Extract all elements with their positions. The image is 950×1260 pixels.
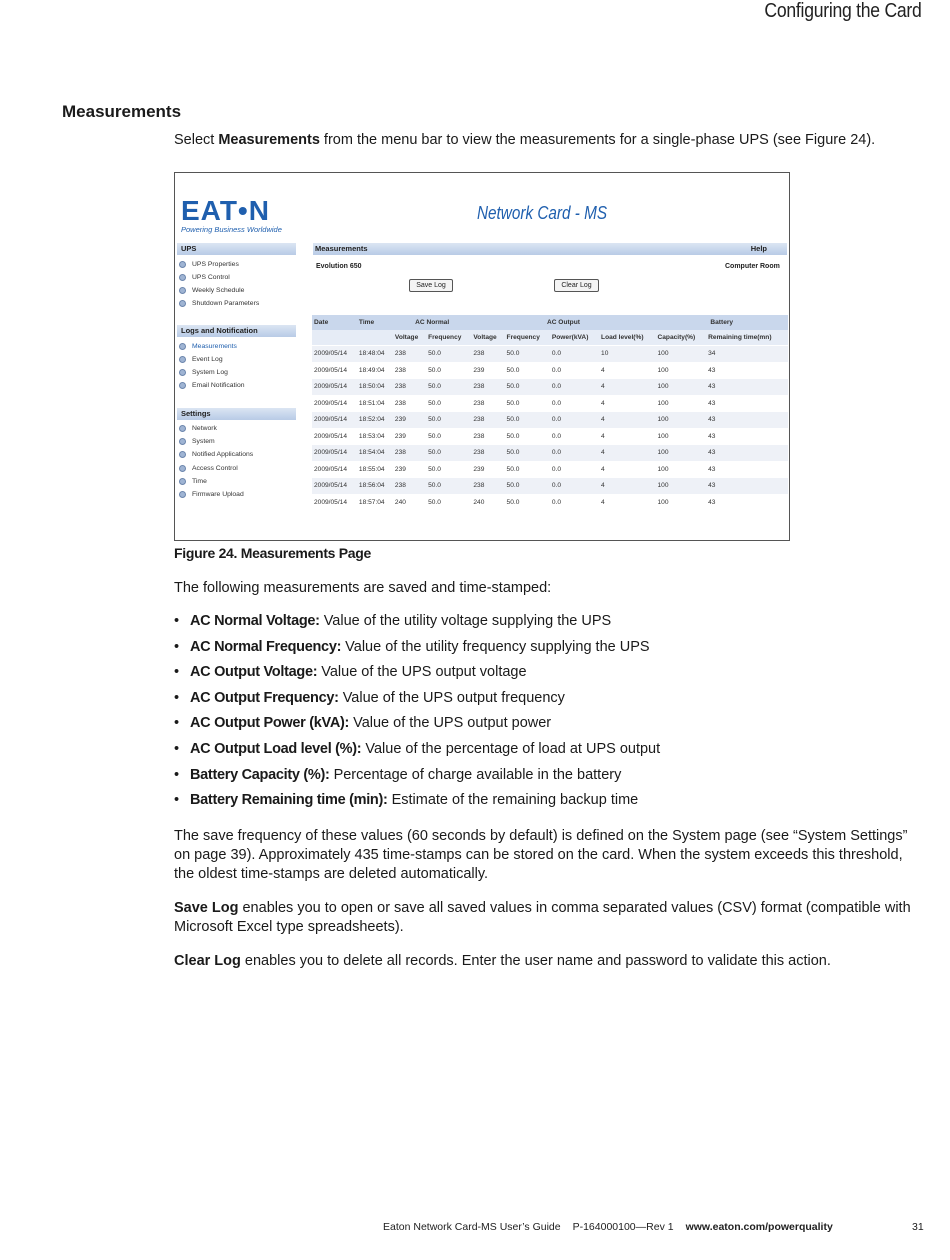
- table-cell: 50.0: [505, 461, 550, 478]
- list-item-term: AC Output Load level (%):: [190, 740, 362, 757]
- col-battery: Battery: [655, 315, 788, 330]
- sidebar-item-label: Weekly Schedule: [192, 287, 245, 294]
- sidebar-item-ups-properties[interactable]: [179, 260, 239, 269]
- bullet-icon: [179, 382, 186, 389]
- bullet-icon: [179, 300, 186, 307]
- table-cell: 239: [393, 461, 426, 478]
- table-cell: 4: [599, 379, 655, 396]
- table-cell: 4: [599, 445, 655, 462]
- table-cell: 2009/05/14: [312, 362, 357, 379]
- table-cell: 4: [599, 461, 655, 478]
- table-cell: 50.0: [426, 412, 471, 429]
- table-cell: 2009/05/14: [312, 346, 357, 363]
- bullet-icon: [179, 274, 186, 281]
- table-cell: 238: [471, 412, 504, 429]
- clear-log-button[interactable]: Clear Log: [554, 279, 599, 292]
- sidebar-item-system-log[interactable]: [179, 368, 228, 377]
- table-cell: 238: [471, 379, 504, 396]
- table-cell: 100: [655, 412, 706, 429]
- list-item-term: AC Output Voltage:: [190, 664, 318, 681]
- help-link[interactable]: Help: [750, 244, 767, 253]
- table-row: [312, 428, 788, 445]
- clear-log-paragraph: [174, 952, 926, 971]
- table-row: [312, 362, 788, 379]
- table-cell: 34: [706, 346, 788, 363]
- table-cell: 50.0: [505, 346, 550, 363]
- list-item-text: Value of the utility frequency supplying the UPS: [341, 638, 650, 655]
- lead-in-paragraph: The following measurements are saved and time-stamped:: [174, 580, 552, 596]
- table-cell: 50.0: [426, 346, 471, 363]
- table-cell: 43: [706, 494, 788, 510]
- table-cell: 43: [706, 395, 788, 412]
- col-load-level: Load level(%): [599, 330, 655, 346]
- app-title: Network Card - MS: [477, 203, 608, 223]
- table-cell: 238: [393, 445, 426, 462]
- table-row: [312, 346, 788, 363]
- sidebar-item-label: Network: [192, 425, 217, 432]
- table-cell: 239: [471, 461, 504, 478]
- table-row: [312, 412, 788, 429]
- table-cell: 4: [599, 395, 655, 412]
- table-cell: 2009/05/14: [312, 379, 357, 396]
- table-cell: 238: [471, 346, 504, 363]
- table-cell: 50.0: [505, 428, 550, 445]
- sidebar-item-label: UPS Properties: [192, 261, 239, 268]
- table-cell: 100: [655, 346, 706, 363]
- list-item-term: AC Output Frequency:: [190, 689, 339, 706]
- table-cell: 0.0: [550, 461, 599, 478]
- col-blank: [357, 330, 393, 346]
- table-cell: 2009/05/14: [312, 395, 357, 412]
- save-log-term: Save Log: [174, 900, 239, 916]
- table-cell: 18:56:04: [357, 478, 393, 495]
- sidebar-item-label: Email Notification: [192, 382, 245, 389]
- col-output-power: Power(kVA): [550, 330, 599, 346]
- table-cell: 2009/05/14: [312, 478, 357, 495]
- table-cell: 240: [471, 494, 504, 510]
- bullet-icon: [179, 343, 186, 350]
- table-cell: 18:53:04: [357, 428, 393, 445]
- table-cell: 18:55:04: [357, 461, 393, 478]
- table-cell: 43: [706, 461, 788, 478]
- logo-text: EAT•N: [181, 195, 270, 226]
- table-cell: 100: [655, 461, 706, 478]
- table-cell: 43: [706, 412, 788, 429]
- table-cell: 0.0: [550, 445, 599, 462]
- sidebar-heading-ups: UPS: [177, 243, 296, 255]
- main-title: Measurements: [315, 244, 368, 253]
- table-cell: 18:57:04: [357, 494, 393, 510]
- table-cell: 238: [393, 379, 426, 396]
- measurements-screenshot: [174, 172, 790, 541]
- save-log-button[interactable]: Save Log: [409, 279, 453, 292]
- footer-guide: Eaton Network Card-MS User’s Guide: [383, 1221, 561, 1233]
- bullet-icon: [179, 261, 186, 268]
- bullet-icon: [179, 491, 186, 498]
- table-cell: 238: [393, 346, 426, 363]
- list-item: [174, 740, 926, 766]
- page-number: 31: [912, 1221, 924, 1233]
- col-time: Time: [357, 315, 393, 330]
- intro-bold: Measurements: [218, 132, 320, 148]
- running-header: Configuring the Card: [764, 0, 922, 22]
- list-item: [174, 663, 926, 689]
- list-item-term: Battery Remaining time (min):: [190, 792, 388, 809]
- table-cell: 239: [393, 428, 426, 445]
- table-cell: 2009/05/14: [312, 412, 357, 429]
- table-cell: 4: [599, 428, 655, 445]
- measurement-list: [174, 612, 926, 817]
- table-cell: 43: [706, 362, 788, 379]
- table-cell: 100: [655, 428, 706, 445]
- table-row: [312, 395, 788, 412]
- table-cell: 0.0: [550, 478, 599, 495]
- sidebar-item-access-control[interactable]: [179, 464, 238, 473]
- list-item: [174, 791, 926, 817]
- list-item-text: Value of the utility voltage supplying the UPS: [319, 613, 612, 629]
- col-ac-output: AC Output: [471, 315, 655, 330]
- table-cell: 100: [655, 395, 706, 412]
- sidebar-item-label: Event Log: [192, 356, 223, 363]
- bullet-icon: [179, 465, 186, 472]
- table-cell: 18:50:04: [357, 379, 393, 396]
- list-item-term: Battery Capacity (%):: [190, 766, 330, 783]
- table-cell: 2009/05/14: [312, 428, 357, 445]
- table-cell: 239: [393, 412, 426, 429]
- bullet-icon: [179, 369, 186, 376]
- table-cell: 4: [599, 478, 655, 495]
- table-row: [312, 379, 788, 396]
- device-name: Evolution 650: [316, 263, 362, 270]
- col-output-voltage: Voltage: [471, 330, 504, 346]
- table-cell: 50.0: [426, 461, 471, 478]
- table-cell: 50.0: [426, 494, 471, 510]
- table-cell: 240: [393, 494, 426, 510]
- col-blank: [312, 330, 357, 346]
- sidebar-item-email-notification[interactable]: [179, 381, 245, 390]
- table-cell: 43: [706, 478, 788, 495]
- intro-prefix: Select: [174, 132, 219, 148]
- col-capacity: Capacity(%): [655, 330, 706, 346]
- sidebar-item-shutdown-parameters[interactable]: [179, 299, 259, 308]
- table-cell: 18:49:04: [357, 362, 393, 379]
- sidebar-item-label: Notified Applications: [192, 451, 254, 458]
- sidebar-item-ups-control[interactable]: [179, 273, 230, 282]
- list-item: [174, 689, 926, 715]
- list-item: [174, 766, 926, 792]
- table-cell: 2009/05/14: [312, 461, 357, 478]
- table-cell: 0.0: [550, 412, 599, 429]
- table-cell: 100: [655, 362, 706, 379]
- page-footer: [383, 1221, 833, 1233]
- table-cell: 100: [655, 445, 706, 462]
- table-cell: 0.0: [550, 428, 599, 445]
- list-item: [174, 638, 926, 664]
- save-log-text: enables you to open or save all saved values in comma separated values (CSV) format (compatible with Microsoft Excel type spreadsheets).: [174, 900, 911, 935]
- table-cell: 100: [655, 478, 706, 495]
- table-cell: 50.0: [426, 379, 471, 396]
- sidebar-item-label: System: [192, 438, 215, 445]
- clear-log-text: enables you to delete all records. Enter the user name and password to validate this action.: [240, 953, 831, 969]
- table-cell: 10: [599, 346, 655, 363]
- table-row: [312, 461, 788, 478]
- table-cell: 2009/05/14: [312, 445, 357, 462]
- table-row: [312, 445, 788, 462]
- measurements-table-body: [312, 346, 788, 511]
- sidebar-item-system[interactable]: [179, 437, 215, 446]
- col-date: Date: [312, 315, 357, 330]
- sidebar-heading-logs: Logs and Notification: [177, 325, 296, 337]
- col-ac-normal: AC Normal: [393, 315, 471, 330]
- table-cell: 238: [471, 428, 504, 445]
- col-remaining-time: Remaining time(mn): [706, 330, 788, 346]
- table-cell: 0.0: [550, 346, 599, 363]
- table-cell: 0.0: [550, 494, 599, 510]
- list-item: [174, 612, 926, 638]
- list-item-text: Value of the UPS output voltage: [317, 664, 527, 681]
- table-cell: 0.0: [550, 379, 599, 396]
- table-cell: 2009/05/14: [312, 494, 357, 510]
- table-cell: 239: [471, 362, 504, 379]
- table-cell: 18:51:04: [357, 395, 393, 412]
- footer-part: P-164000100—Rev 1: [572, 1221, 674, 1233]
- table-cell: 50.0: [505, 395, 550, 412]
- table-row: [312, 494, 788, 510]
- logo-tagline: Powering Business Worldwide: [181, 225, 282, 234]
- table-cell: 50.0: [426, 445, 471, 462]
- table-cell: 50.0: [426, 395, 471, 412]
- table-cell: 50.0: [426, 428, 471, 445]
- table-row: [312, 478, 788, 495]
- table-cell: 0.0: [550, 395, 599, 412]
- bullet-icon: [179, 478, 186, 485]
- table-cell: 238: [393, 478, 426, 495]
- sidebar-item-label: Shutdown Parameters: [192, 300, 260, 307]
- list-item-text: Value of the percentage of load at UPS output: [361, 740, 661, 757]
- table-cell: 100: [655, 379, 706, 396]
- col-normal-voltage: Voltage: [393, 330, 426, 346]
- list-item-term: AC Normal Voltage:: [190, 613, 320, 629]
- col-normal-frequency: Frequency: [426, 330, 471, 346]
- section-heading: Measurements: [62, 102, 182, 121]
- table-cell: 238: [393, 395, 426, 412]
- table-cell: 50.0: [505, 362, 550, 379]
- table-cell: 0.0: [550, 362, 599, 379]
- sidebar-item-weekly-schedule[interactable]: [179, 286, 244, 295]
- sidebar-item-time[interactable]: [179, 477, 207, 486]
- sidebar-item-label: System Log: [192, 369, 228, 376]
- table-cell: 50.0: [505, 494, 550, 510]
- table-cell: 18:54:04: [357, 445, 393, 462]
- table-cell: 4: [599, 494, 655, 510]
- sidebar-item-event-log[interactable]: [179, 355, 223, 364]
- table-cell: 4: [599, 362, 655, 379]
- table-cell: 238: [471, 478, 504, 495]
- list-item-text: Estimate of the remaining backup time: [387, 792, 639, 809]
- sidebar-item-label: UPS Control: [192, 274, 230, 281]
- figure-caption: Figure 24. Measurements Page: [174, 545, 372, 561]
- footer-url[interactable]: www.eaton.com/powerquality: [685, 1221, 833, 1233]
- table-cell: 50.0: [505, 445, 550, 462]
- bullet-icon: [179, 425, 186, 432]
- sidebar-heading-settings: Settings: [177, 408, 296, 420]
- eaton-logo: [181, 195, 282, 234]
- table-cell: 50.0: [505, 379, 550, 396]
- bullet-icon: [179, 356, 186, 363]
- sidebar-item-firmware-upload[interactable]: [179, 490, 244, 499]
- sidebar-item-label: Time: [192, 478, 207, 485]
- intro-suffix: from the menu bar to view the measurements for a single-phase UPS (see Figure 24).: [319, 132, 876, 148]
- list-item-text: Percentage of charge available in the battery: [329, 766, 622, 783]
- intro-paragraph: [174, 131, 926, 150]
- table-cell: 238: [471, 395, 504, 412]
- bullet-icon: [179, 451, 186, 458]
- save-frequency-paragraph: The save frequency of these values (60 seconds by default) is defined on the System page (see “System Settings” on page 39). Approximately 435 time-stamps can be stored on the card. When the system exceeds this threshold, the oldest time-stamps are deleted automatically.: [174, 828, 908, 882]
- sidebar-item-label: Measurements: [192, 343, 237, 350]
- table-cell: 50.0: [426, 362, 471, 379]
- measurements-table: [312, 315, 788, 510]
- list-item-term: AC Normal Frequency:: [190, 638, 342, 655]
- table-cell: 43: [706, 379, 788, 396]
- table-cell: 18:52:04: [357, 412, 393, 429]
- table-cell: 238: [471, 445, 504, 462]
- table-cell: 43: [706, 428, 788, 445]
- col-output-frequency: Frequency: [505, 330, 550, 346]
- bullet-icon: [179, 287, 186, 294]
- table-cell: 50.0: [426, 478, 471, 495]
- table-cell: 18:48:04: [357, 346, 393, 363]
- table-cell: 50.0: [505, 478, 550, 495]
- sidebar-item-label: Firmware Upload: [192, 491, 244, 498]
- table-cell: 4: [599, 412, 655, 429]
- device-location: Computer Room: [725, 263, 780, 270]
- list-item-term: AC Output Power (kVA):: [190, 715, 350, 732]
- sidebar-item-network[interactable]: [179, 424, 217, 433]
- table-cell: 50.0: [505, 412, 550, 429]
- sidebar-item-measurements[interactable]: [179, 342, 237, 351]
- clear-log-term: Clear Log: [174, 953, 241, 969]
- list-item: [174, 714, 926, 740]
- sidebar-item-label: Access Control: [192, 465, 238, 472]
- sidebar-item-notified-applications[interactable]: [179, 450, 253, 459]
- save-log-paragraph: [174, 899, 926, 937]
- table-cell: 238: [393, 362, 426, 379]
- table-cell: 43: [706, 445, 788, 462]
- list-item-text: Value of the UPS output frequency: [338, 689, 565, 706]
- main-title-bar: [313, 243, 787, 255]
- bullet-icon: [179, 438, 186, 445]
- list-item-text: Value of the UPS output power: [349, 715, 552, 732]
- table-cell: 100: [655, 494, 706, 510]
